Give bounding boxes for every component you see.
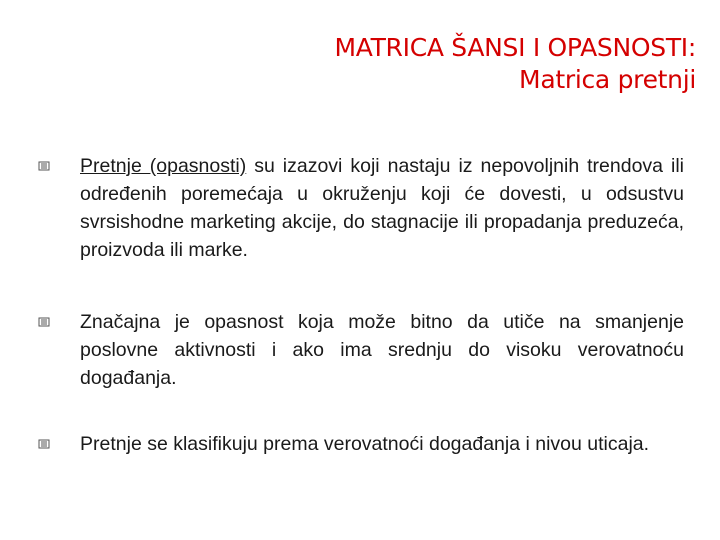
bullet-item-znacajna	[80, 308, 684, 392]
bullet-icon	[38, 438, 50, 450]
title-line-1: MATRICA ŠANSI I OPASNOSTI:	[334, 33, 696, 62]
bullet-item-klasifikacija	[80, 430, 684, 458]
bullet-term: Pretnje (opasnosti)	[80, 155, 247, 177]
bullet-text: Značajna je opasnost koja može bitno da utiče na smanjenje poslovne aktivnosti i ako ima srednju do visoku verovatnoću događanja.	[80, 311, 684, 389]
bullet-icon	[38, 316, 50, 328]
bullet-item-pretnje	[80, 152, 684, 264]
bullet-text: su izazovi koji nastaju iz nepovoljnih trendova ili određenih poremećaja u okruženju koji će dovesti, u odsustvu svrsishodne marketing akcije, do stagnacije ili propadanja preduzeća, proizvoda ili marke.	[80, 155, 685, 261]
bullet-icon	[38, 160, 50, 172]
title-line-2: Matrica pretnji	[519, 65, 696, 94]
bullet-text: Pretnje se klasifikuju prema verovatnoći događanja i nivou uticaja.	[80, 433, 650, 455]
